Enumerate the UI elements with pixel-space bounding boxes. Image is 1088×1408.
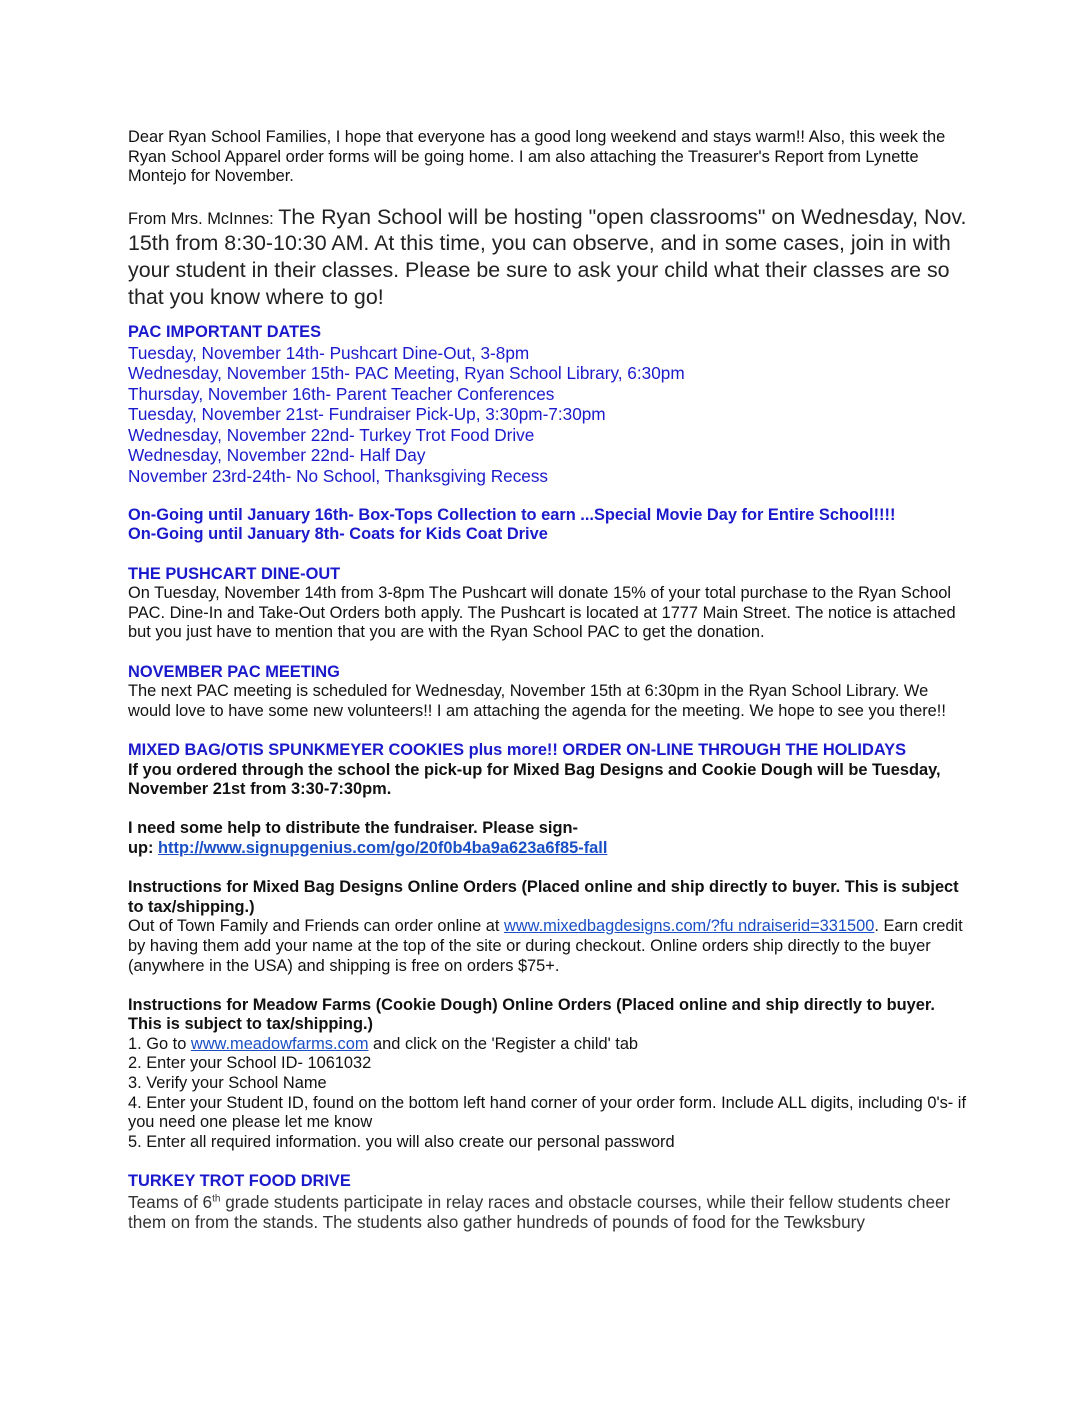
intro-paragraph: Dear Ryan School Families, I hope that everyone has a good long weekend and stays warm!! Also, this week the Ryan School Apparel order forms will be going home. I am also attaching the Treasurer's Report from Lynette Montejo for November. — [128, 128, 946, 186]
meadow-step-1 — [128, 1035, 968, 1055]
signup-line — [128, 839, 968, 859]
meadow-step-5: 5. Enter all required information. you will also create our personal password — [128, 1132, 675, 1151]
mixed-bag-online-pre: Out of Town Family and Friends can order online at — [128, 917, 504, 936]
meadow-farms-heading: Instructions for Meadow Farms (Cookie Dough) Online Orders (Placed online and ship directly to buyer. This is subject to tax/shipping.) — [128, 995, 935, 1034]
pickup-paragraph: If you ordered through the school the pick-up for Mixed Bag Designs and Cookie Dough will be Tuesday, November 21st from 3:30-7:30pm. — [128, 760, 941, 799]
turkey-trot-paragraph — [128, 1192, 968, 1233]
mixed-bag-heading: MIXED BAG/OTIS SPUNKMEYER COOKIES plus more!! ORDER ON-LINE THROUGH THE HOLIDAYS — [128, 740, 907, 759]
date-item: Tuesday, November 21st- Fundraiser Pick-Up, 3:30pm-7:30pm — [128, 404, 606, 425]
pushcart-heading: THE PUSHCART DINE-OUT — [128, 564, 341, 583]
pac-meeting-heading: NOVEMBER PAC MEETING — [128, 662, 340, 681]
date-item: November 23rd-24th- No School, Thanksgiving Recess — [128, 465, 549, 486]
newsletter-body — [128, 128, 968, 1233]
mixed-bag-online-post: . Earn credit by having them add your name at the top of the site or during checkout. Online orders ship directly to the buyer (anywhere in the USA) and shipping is free on orders $75+. — [128, 917, 963, 975]
help-line: I need some help to distribute the fundraiser. Please sign- — [128, 819, 578, 838]
pac-dates-heading: PAC IMPORTANT DATES — [128, 323, 322, 342]
ongoing-item: On-Going until January 8th- Coats for Kids Coat Drive — [128, 525, 548, 544]
mixed-bag-designs-link[interactable]: www.mixedbagdesigns.com/?fu ndraiserid=331500 — [503, 917, 875, 936]
meadow-farms-link[interactable]: www.meadowfarms.com — [190, 1034, 369, 1053]
open-classrooms-text: The Ryan School will be hosting "open classrooms" on Wednesday, Nov. 15th from 8:30-10:30 AM. At this time, you can observe, and in some cases, join in with your student in their classes. Please be sure to ask your child what their classes are so that you know where to go! — [128, 204, 967, 309]
meadow-step-2: 2. Enter your School ID- 1061032 — [128, 1054, 372, 1073]
turkey-trot-heading: TURKEY TROT FOOD DRIVE — [128, 1172, 351, 1191]
date-item: Wednesday, November 22nd- Turkey Trot Food Drive — [128, 424, 535, 445]
ongoing-item: On-Going until January 16th- Box-Tops Collection to earn ...Special Movie Day for Entire School!!!! — [128, 505, 896, 524]
pushcart-paragraph: On Tuesday, November 14th from 3-8pm The Pushcart will donate 15% of your total purchase to the Ryan School PAC. Dine-In and Take-Out Orders both apply. The Pushcart is located at 1777 Main Street. The notice is attached but you just have to mention that you are with the Ryan School PAC to get the donation. — [128, 584, 956, 642]
signup-genius-link[interactable]: http://www.signupgenius.com/go/20f0b4ba9a623a6f85-fall — [158, 838, 608, 857]
date-item: Thursday, November 16th- Parent Teacher Conferences — [128, 383, 555, 404]
meadow-step-1-pre: 1. Go to — [128, 1034, 191, 1053]
date-item: Wednesday, November 22nd- Half Day — [128, 445, 426, 466]
date-item: Tuesday, November 14th- Pushcart Dine-Out, 3-8pm — [128, 342, 530, 363]
mrs-mcinnes-note — [128, 205, 968, 311]
turkey-text-post: grade students participate in relay races and obstacle courses, while their fellow students cheer them on from the stands. The students also gather hundreds of pounds of food for the Tewksbury — [128, 1191, 951, 1233]
mixed-bag-online-paragraph — [128, 917, 968, 976]
signup-prefix: up: — [128, 838, 159, 857]
pac-dates-list — [128, 343, 968, 487]
turkey-text-sup: th — [212, 1192, 221, 1204]
meadow-step-4: 4. Enter your Student ID, found on the bottom left hand corner of your order form. Include ALL digits, including 0's- if you need one please let me know — [128, 1093, 967, 1132]
mixed-bag-online-heading: Instructions for Mixed Bag Designs Online Orders (Placed online and ship directly to buyer. This is subject to tax/shipping.) — [128, 878, 959, 916]
meadow-step-1-post: and click on the 'Register a child' tab — [368, 1034, 639, 1053]
turkey-text-pre: Teams of 6 — [128, 1191, 213, 1212]
pac-meeting-paragraph: The next PAC meeting is scheduled for Wednesday, November 15th at 6:30pm in the Ryan School Library. We would love to have some new volunteers!! I am attaching the agenda for the meeting. We hope to see you there!! — [128, 682, 946, 720]
date-item: Wednesday, November 15th- PAC Meeting, Ryan School Library, 6:30pm — [128, 363, 685, 384]
meadow-step-3: 3. Verify your School Name — [128, 1074, 327, 1093]
mrs-mcinnes-lead: From Mrs. McInnes: — [128, 209, 274, 228]
